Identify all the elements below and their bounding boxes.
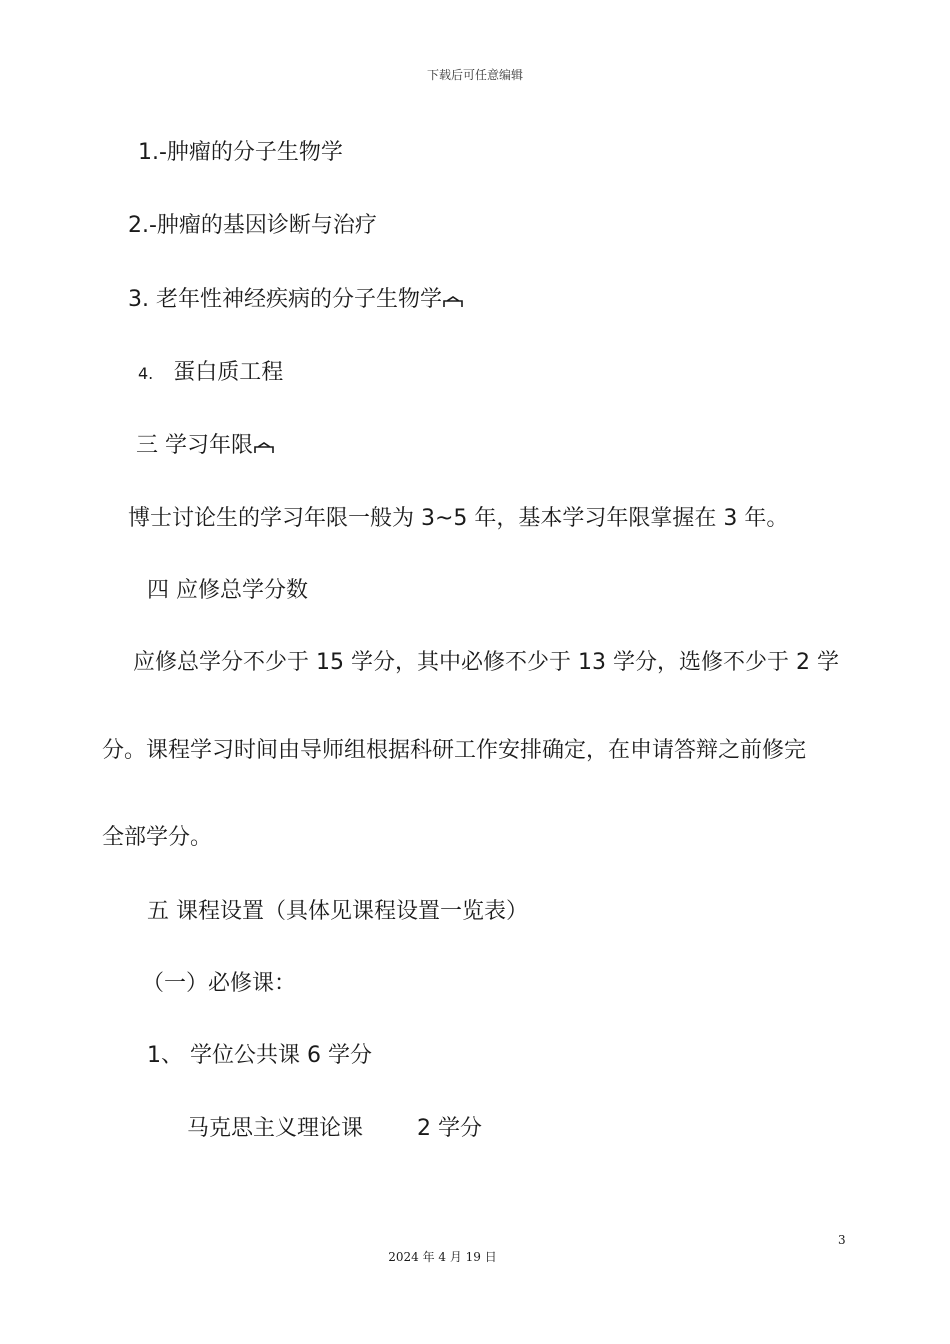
list-item-2-text: 2.‐肿瘤的基因诊断与治疗	[128, 213, 377, 238]
section-heading-3-text: 三 学习年限	[136, 433, 253, 458]
list-item-3	[128, 285, 464, 315]
section-heading-4: 四 应修总学分数	[147, 578, 308, 603]
paragraph-credits-line-3: 全部学分。	[102, 825, 213, 850]
paragraph-study-years: 博士讨论生的学习年限一般为 3~5 年，基本学习年限掌握在 3 年。	[128, 506, 789, 531]
course-category-1: 1、 学位公共课 6 学分	[147, 1043, 372, 1068]
page-number: 3	[838, 1233, 846, 1247]
section-heading-5: 五 课程设置（具体见课程设置一览表）	[147, 899, 528, 924]
page-header: 下载后可任意编辑	[426, 68, 523, 82]
list-item-1-text: 1.‐肿瘤的分子生物学	[138, 140, 343, 165]
list-item-4-number: 4.	[138, 364, 154, 383]
course-name: 马克思主义理论课	[187, 1116, 364, 1141]
course-row	[187, 1114, 482, 1144]
list-item-2	[128, 211, 377, 241]
paragraph-credits-line-2: 分。课程学习时间由导师组根据科研工作安排确定，在申请答辩之前修完	[102, 738, 807, 763]
list-item-4	[138, 358, 283, 389]
list-item-3-text: 3. 老年性神经疾病的分子生物学	[128, 287, 442, 312]
paragraph-credits-line-1: 应修总学分不少于 15 学分，其中必修不少于 13 学分，选修不少于 2 学	[133, 650, 839, 675]
course-credits: 2 学分	[417, 1116, 483, 1141]
subsection-heading-required: （一）必修课：	[142, 971, 297, 996]
list-item-1	[138, 138, 343, 168]
page-footer-date: 2024 年 4 月 19 日	[388, 1250, 497, 1264]
section-mark-icon	[442, 296, 464, 308]
section-mark-icon	[253, 442, 275, 454]
section-heading-3	[136, 431, 275, 461]
list-item-4-text: 蛋白质工程	[173, 360, 284, 385]
